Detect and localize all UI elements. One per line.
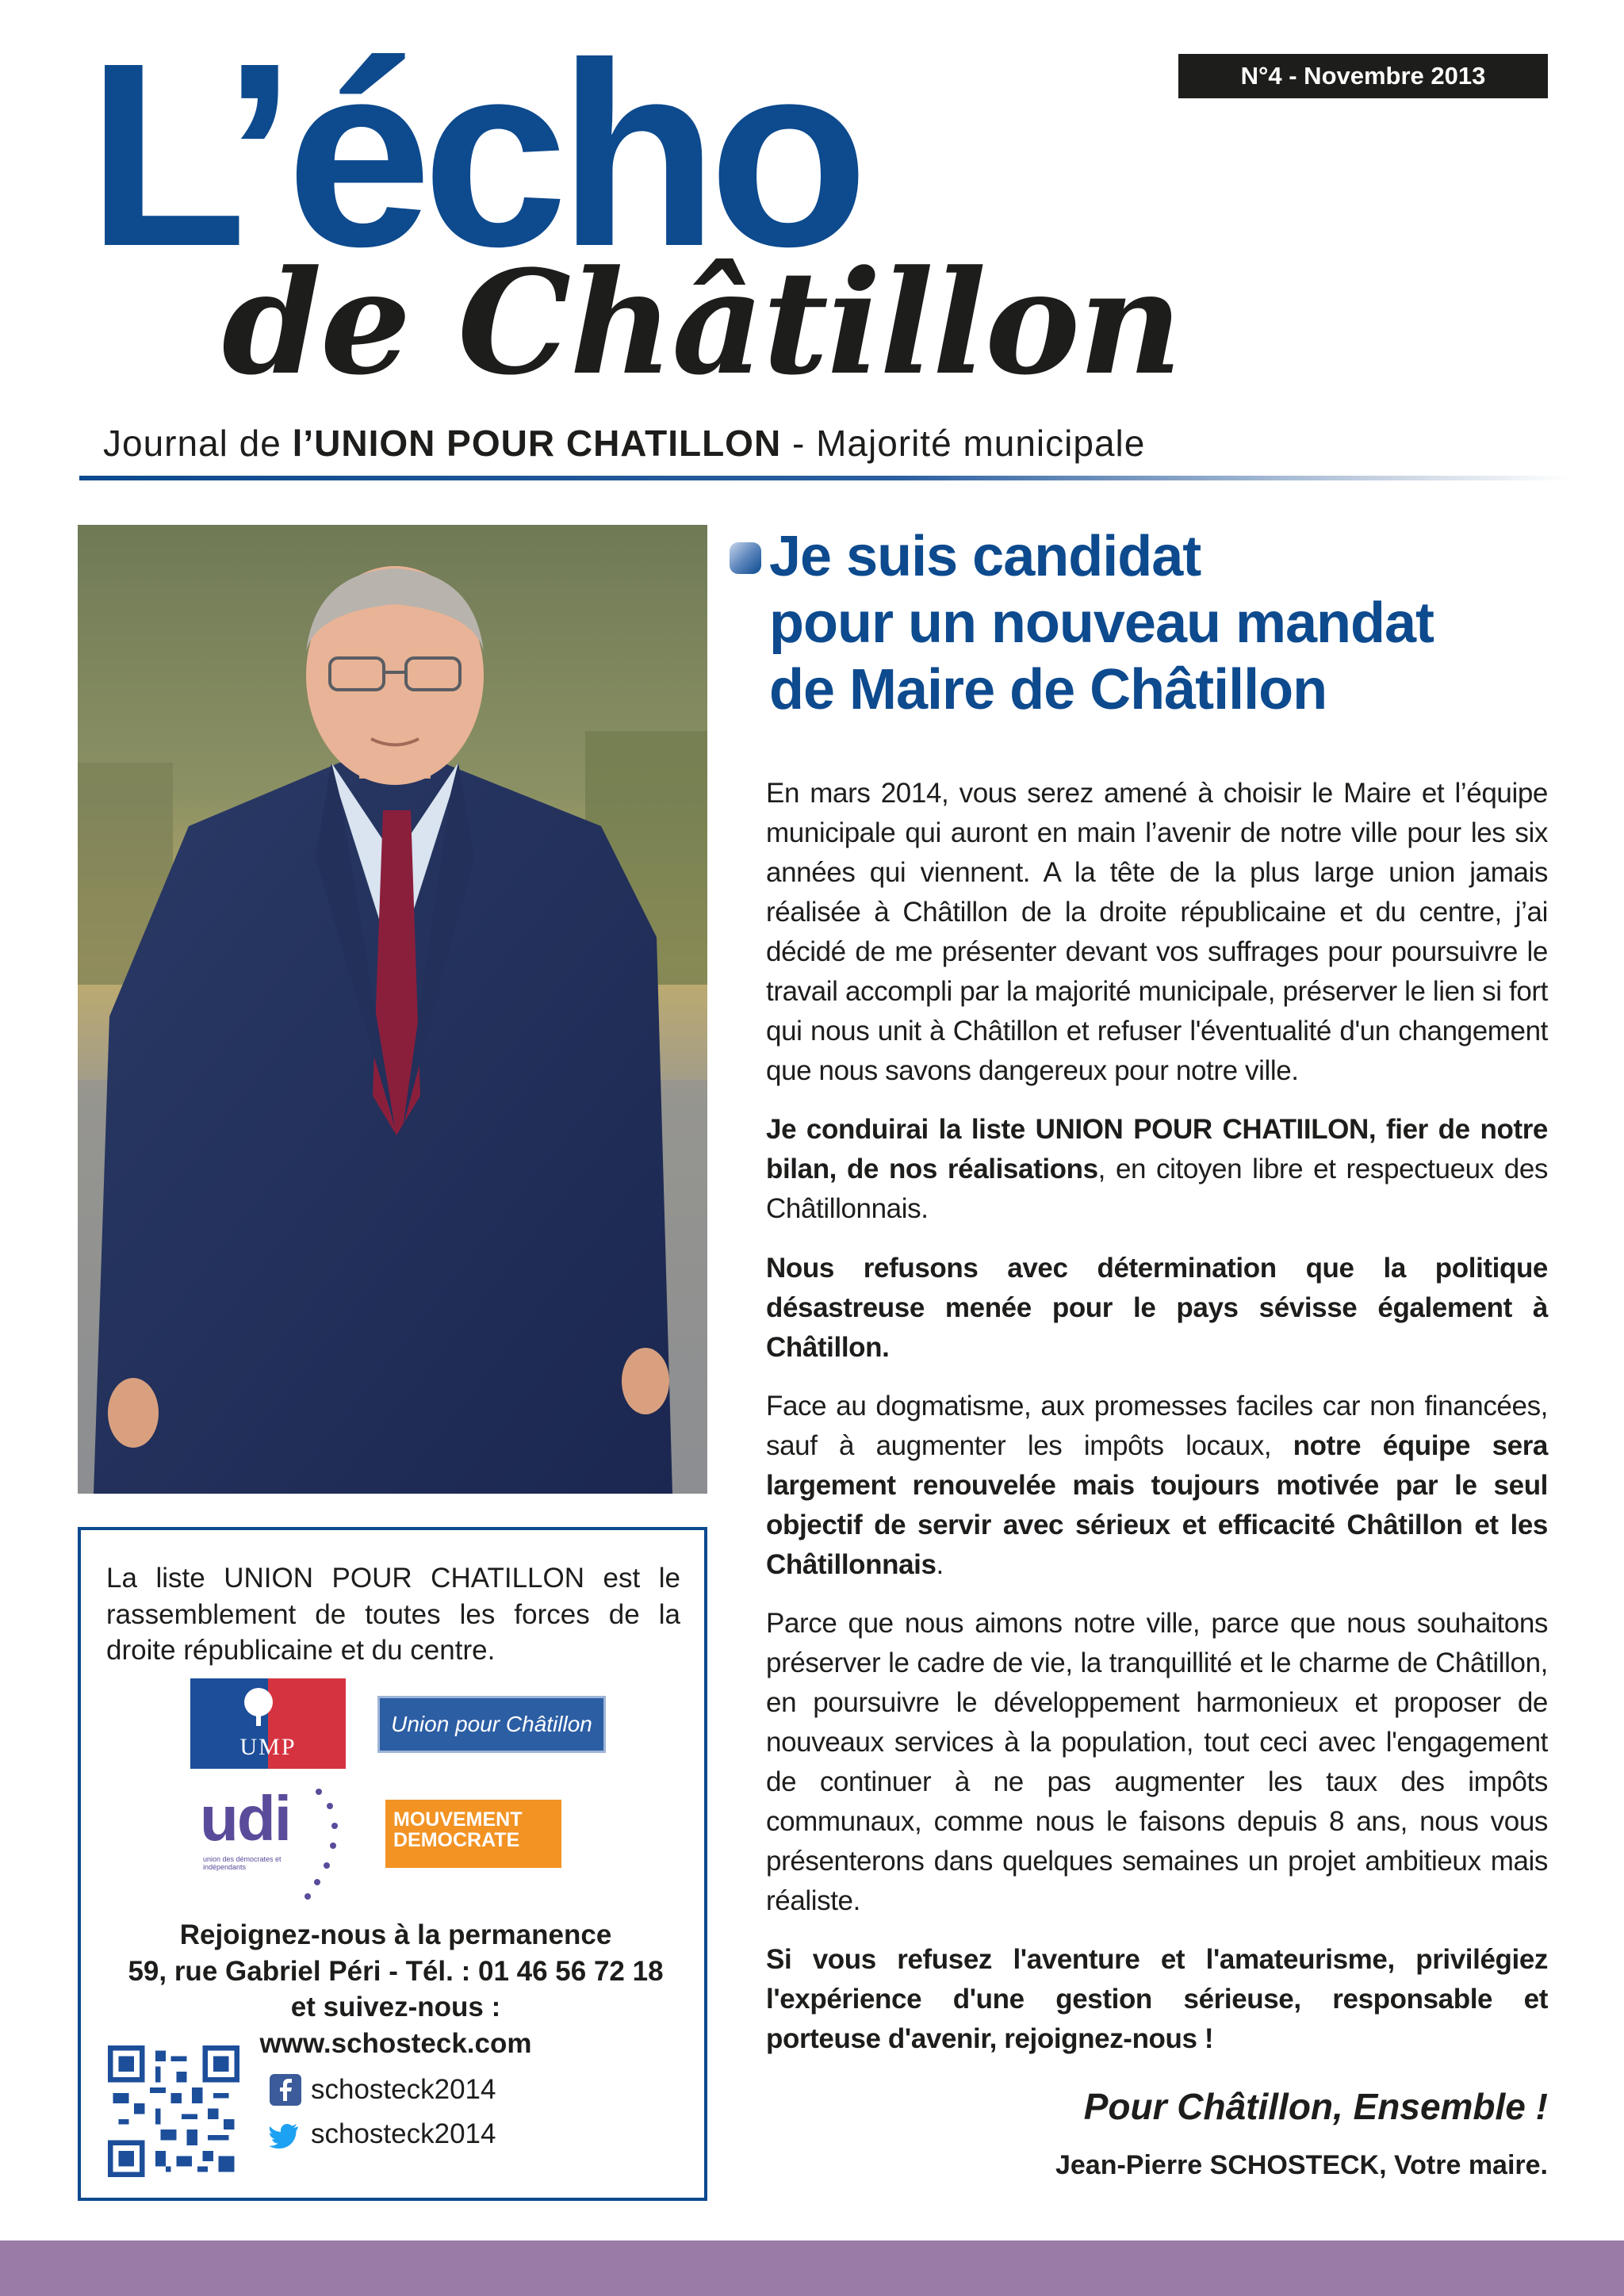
- tree-icon: [235, 1686, 282, 1728]
- paragraph-5: Parce que nous aimons notre ville, parce que nous souhaitons préserver le cadre de vie, la tranquillité et le charme de Châtillon, en poursuivre le développement harmonieux et proposer de nouveaux services à la population, tout ceci avec l'engagement de continuer à ne pas augmenter les taux des impôts communaux, comme nous le faisons depuis 8 ans, nous vous présenterons dans quelques semaines un projet ambitieux mais réaliste.: [766, 1607, 1548, 1917]
- paragraph-1: En mars 2014, vous serez amené à choisir le Maire et l’équipe municipale qui auront en main l’avenir de notre ville pour les six années qui viennent. A la tête de la plus large union jamais réalisée à Châtillon de la droite républicaine et du centre, j’ai décidé de me présenter devant vos suffrages pour poursuivre le travail accompli par la majorité municipale, préserver le lien si fort qui nous unit à Châtillon et refuser l'éventualité d'un changement que nous savons dangereux pour notre ville.: [766, 778, 1548, 1087]
- paragraph-6: [766, 1940, 1548, 2059]
- info-intro: La liste UNION POUR CHATILLON est le rassemblement de toutes les forces de la droite républicaine et du centre.: [106, 1563, 680, 1666]
- info-box: [78, 1527, 707, 2201]
- paragraph-2: [766, 1110, 1548, 1229]
- udi-logo: [200, 1782, 358, 1901]
- paragraph-6-bold: Si vous refusez l'aventure et l'amateurisme, privilégiez l'expérience d'une gestion sérieuse, responsable et porteuse d'avenir, rejoignez-nous !: [766, 1944, 1548, 2055]
- ump-logo-text: UMP: [239, 1734, 297, 1760]
- paragraph-4-bold: notre équipe sera largement renouvelée mais toujours motivée par le seul objectif de servir avec sérieux et efficacité Châtillon et les Châtillonnais: [766, 1429, 1548, 1580]
- rounded-square-bullet-icon: [728, 541, 763, 576]
- modem-logo: [385, 1800, 561, 1868]
- join-line-1: Rejoignez-nous à la permanence: [179, 1919, 612, 1950]
- ump-logo: [190, 1678, 346, 1769]
- paragraph-4-end: .: [936, 1548, 944, 1580]
- mayor-photo: [78, 525, 707, 1494]
- twitter-handle: schosteck2014: [311, 2118, 496, 2149]
- signature: Jean-Pierre SCHOSTECK, Votre maire.: [1055, 2150, 1548, 2180]
- article-title: [769, 523, 1562, 724]
- twitter-icon: [270, 2118, 301, 2150]
- mayor-illustration: [78, 525, 707, 1494]
- paragraph-4: [766, 1387, 1548, 1585]
- title-line-3: de Maire de Châtillon: [769, 658, 1327, 722]
- paragraph-2-rest: , en citoyen libre et respectueux des Châtillonnais.: [766, 1154, 1548, 1225]
- masthead-subtitle: de Châtillon: [222, 239, 1182, 407]
- title-line-1: Je suis candidat: [769, 525, 1201, 588]
- issue-badge: N°4 - Novembre 2013: [1178, 54, 1548, 98]
- website-link[interactable]: www.schosteck.com: [259, 2027, 532, 2059]
- tagline-suffix: - Majorité municipale: [781, 423, 1146, 464]
- qr-code-icon[interactable]: [108, 2045, 239, 2177]
- join-line-2: 59, rue Gabriel Péri - Tél. : 01 46 56 72 18: [128, 1955, 664, 1987]
- join-line-3: et suivez-nous :: [290, 1992, 501, 2022]
- tagline: [103, 423, 1145, 464]
- udi-logo-text: udi: [200, 1783, 290, 1854]
- paragraph-2-bold: Je conduirai la liste UNION POUR CHATIILON, fier de notre bilan, de nos réalisations: [766, 1114, 1548, 1185]
- join-block: [97, 1917, 695, 2061]
- slogan: Pour Châtillon, Ensemble !: [1083, 2086, 1548, 2127]
- paragraph-3: [766, 1249, 1548, 1368]
- facebook-row[interactable]: [270, 2071, 496, 2109]
- facebook-icon: [270, 2074, 301, 2106]
- modem-line2: DEMOCRATE: [393, 1829, 520, 1852]
- tagline-bold: l’UNION POUR CHATILLON: [292, 423, 782, 464]
- footer-band: [0, 2241, 1624, 2296]
- twitter-row[interactable]: [270, 2115, 496, 2153]
- article-body: [766, 774, 1548, 2078]
- udi-logo-subtext: union des démocrates et indépendants: [203, 1855, 282, 1871]
- union-pour-chatillon-logo: Union pour Châtillon: [377, 1696, 606, 1753]
- paragraph-4-start: Face au dogmatisme, aux promesses faciles car non financées, sauf à augmenter les impôts locaux,: [766, 1390, 1548, 1461]
- modem-line1: MOUVEMENT: [393, 1808, 523, 1831]
- title-line-2: pour un nouveau mandat: [769, 591, 1434, 656]
- stars-icon: [303, 1782, 350, 1901]
- masthead-title: L’écho: [87, 8, 860, 300]
- facebook-handle: schosteck2014: [311, 2074, 496, 2105]
- paragraph-3-bold: Nous refusons avec détermination que la politique désastreuse menée pour le pays sévisse également à Châtillon.: [766, 1252, 1548, 1363]
- tagline-prefix: Journal de: [103, 423, 293, 464]
- header-rule: [79, 476, 1570, 480]
